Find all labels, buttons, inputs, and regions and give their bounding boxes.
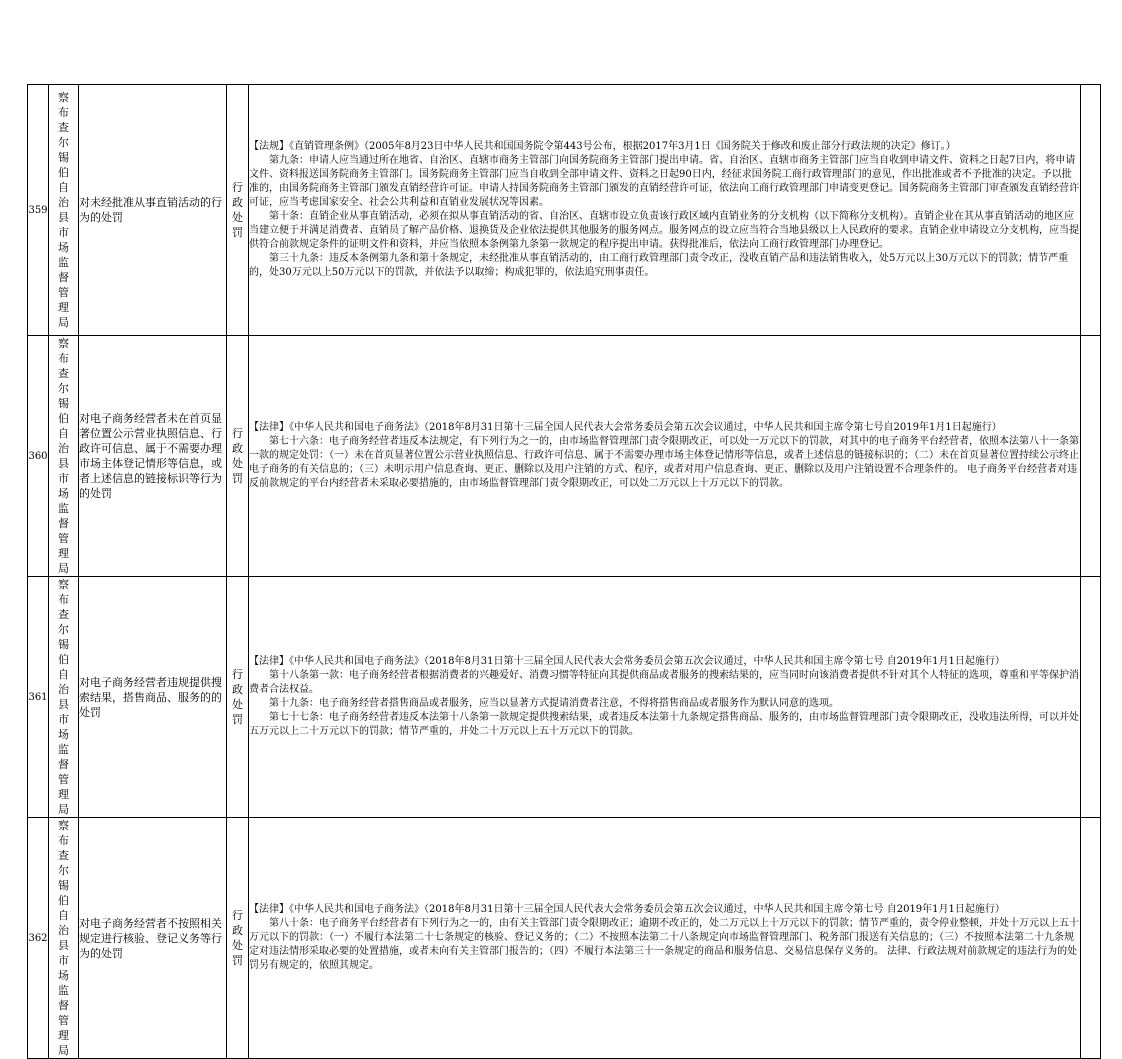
item-name: 对电子商务经营者不按照相关规定进行核验、登记义务等行为的处罚	[79, 818, 227, 1059]
row-number: 362	[28, 818, 49, 1059]
org-name: 察布查尔锡伯自治县市场监督管理局	[58, 91, 69, 329]
org-name: 察布查尔锡伯自治县市场监督管理局	[58, 578, 69, 816]
legal-basis	[249, 336, 1081, 577]
basis-source: 【法规】《直销管理条例》（2005年8月23日中华人民共和国国务院令第443号公布，根据2017年3月1日《国务院关于修改和废止部分行政法规的决定》修订。）	[249, 141, 956, 152]
blank-cell	[1081, 336, 1101, 577]
basis-article: 第七十七条：电子商务经营者违反本法第十八条第一款规定提供搜索结果，或者违反本法第十九条规定搭售商品、服务的，由市场监督管理部门责令限期改正，没收违法所得，可以并处五万元以上二十万元以下的罚款；情节严重的，并处二十万元以上五十万元以下的罚款。	[249, 712, 1079, 737]
row-number: 360	[28, 336, 49, 577]
basis-article: 第十条：直销企业从事直销活动，必须在拟从事直销活动的省、自治区、直辖市设立负责该行政区域内直销业务的分支机构（以下简称分支机构）。直销企业在其从事直销活动的地区应当建立便于并满足消费者、直销员了解产品价格、退换货及企业依法提供其他服务的服务网点。服务网点的设立应当符合当地县级以上人民政府的要求。直销企业申请设立分支机构，应当提供符合前款规定条件的证明文件和资料，并应当依照本条例第九条第一款规定的程序提出申请。获得批准后，依法向工商行政管理部门办理登记。	[249, 211, 1079, 250]
penalty-type: 行政处罚	[232, 181, 243, 239]
penalty-type: 行政处罚	[232, 668, 243, 726]
item-name: 对电子商务经营者违规提供搜索结果，搭售商品、服务的的处罚	[79, 577, 227, 818]
penalty-type: 行政处罚	[232, 909, 243, 967]
blank-cell	[1081, 85, 1101, 336]
org-name: 察布查尔锡伯自治县市场监督管理局	[58, 337, 69, 575]
basis-source: 【法律】《中华人民共和国电子商务法》（2018年8月31日第十三届全国人民代表大会常务委员会第五次会议通过，中华人民共和国主席令第七号 自2019年1月1日起施行）	[249, 904, 1005, 915]
blank-cell	[1081, 818, 1101, 1059]
legal-basis	[249, 818, 1081, 1059]
legal-basis	[249, 577, 1081, 818]
item-name: 对未经批准从事直销活动的行为的处罚	[79, 85, 227, 336]
item-name: 对电子商务经营者未在首页显著位置公示营业执照信息、行政许可信息、属于不需要办理市场主体登记情形等信息，或者上述信息的链接标识等行为的处罚	[79, 336, 227, 577]
row-number: 361	[28, 577, 49, 818]
basis-article: 第七十六条：电子商务经营者违反本法规定，有下列行为之一的，由市场监督管理部门责令限期改正，可以处一万元以下的罚款，对其中的电子商务平台经营者，依照本法第八十一条第一款的规定处罚：（一）未在首页显著位置公示营业执照信息、行政许可信息、属于不需要办理市场主体登记情形等信息，或者上述信息的链接标识的；（二）未在首页显著位置持续公示终止电子商务的有关信息的；（三）未明示用户信息查询、更正、删除以及用户注销的方式、程序，或者对用户信息查询、更正、删除以及用户注销设置不合理条件的。 电子商务平台经营者对违反前款规定的平台内经营者未采取必要措施的，由市场监督管理部门责令限期改正，可以处二万元以上十万元以下的罚款。	[249, 436, 1079, 489]
table-row	[28, 336, 1101, 577]
basis-article: 第九条：申请人应当通过所在地省、自治区、直辖市商务主管部门向国务院商务主管部门提出申请。省、自治区、直辖市商务主管部门应当自收到申请文件、资料之日起7日内，将申请文件、资料报送国务院商务主管部门。国务院商务主管部门应当自收到全部申请文件、资料之日起90日内，经征求国务院工商行政管理部门的意见，作出批准或者不予批准的决定。予以批准的，由国务院商务主管部门颁发直销经营许可证。申请人持国务院商务主管部门颁发的直销经营许可证，依法向工商行政管理部门申请变更登记。国务院商务主管部门审查颁发直销经营许可证，应当考虑国家安全、社会公共利益和直销业发展状况等因素。	[249, 155, 1079, 208]
row-number: 359	[28, 85, 49, 336]
basis-article: 第十九条：电子商务经营者搭售商品或者服务，应当以显著方式提请消费者注意，不得将搭售商品或者服务作为默认同意的选项。	[269, 698, 839, 709]
basis-article: 第三十九条：违反本条例第九条和第十条规定，未经批准从事直销活动的，由工商行政管理部门责令改正，没收直销产品和违法销售收入，处5万元以上30万元以下的罚款；情节严重的，处30万元以上50万元以下的罚款，并依法予以取缔；构成犯罪的，依法追究刑事责任。	[249, 253, 1069, 278]
table-row	[28, 577, 1101, 818]
org-name: 察布查尔锡伯自治县市场监督管理局	[58, 819, 69, 1057]
basis-article: 第八十条：电子商务平台经营者有下列行为之一的，由有关主管部门责令限期改正；逾期不改正的，处二万元以上十万元以下的罚款；情节严重的，责令停业整顿，并处十万元以上五十万元以下的罚款：（一）不履行本法第二十七条规定的核验、登记义务的；（二）不按照本法第二十八条规定向市场监督管理部门、税务部门报送有关信息的；（三）不按照本法第二十九条规定对违法情形采取必要的处置措施，或者未向有关主管部门报告的；（四）不履行本法第三十一条规定的商品和服务信息、交易信息保存义务的。 法律、行政法规对前款规定的违法行为的处罚另有规定的，依照其规定。	[249, 918, 1079, 971]
basis-source: 【法律】《中华人民共和国电子商务法》（2018年8月31日第十三届全国人民代表大会常务委员会第五次会议通过，中华人民共和国主席令第七号 自2019年1月1日起施行）	[249, 656, 1005, 667]
basis-source: 【法律】《中华人民共和国电子商务法》（2018年8月31日第十三届全国人民代表大会常务委员会第五次会议通过，中华人民共和国主席令第七号自2019年1月1日起施行）	[249, 422, 1002, 433]
enforcement-table	[27, 84, 1101, 1059]
table-row	[28, 85, 1101, 336]
legal-basis	[249, 85, 1081, 336]
table-row	[28, 818, 1101, 1059]
basis-article: 第十八条第一款：电子商务经营者根据消费者的兴趣爱好、消费习惯等特征向其提供商品或者服务的搜索结果的，应当同时向该消费者提供不针对其个人特征的选项，尊重和平等保护消费者合法权益。	[249, 670, 1079, 695]
blank-cell	[1081, 577, 1101, 818]
penalty-type: 行政处罚	[232, 427, 243, 485]
